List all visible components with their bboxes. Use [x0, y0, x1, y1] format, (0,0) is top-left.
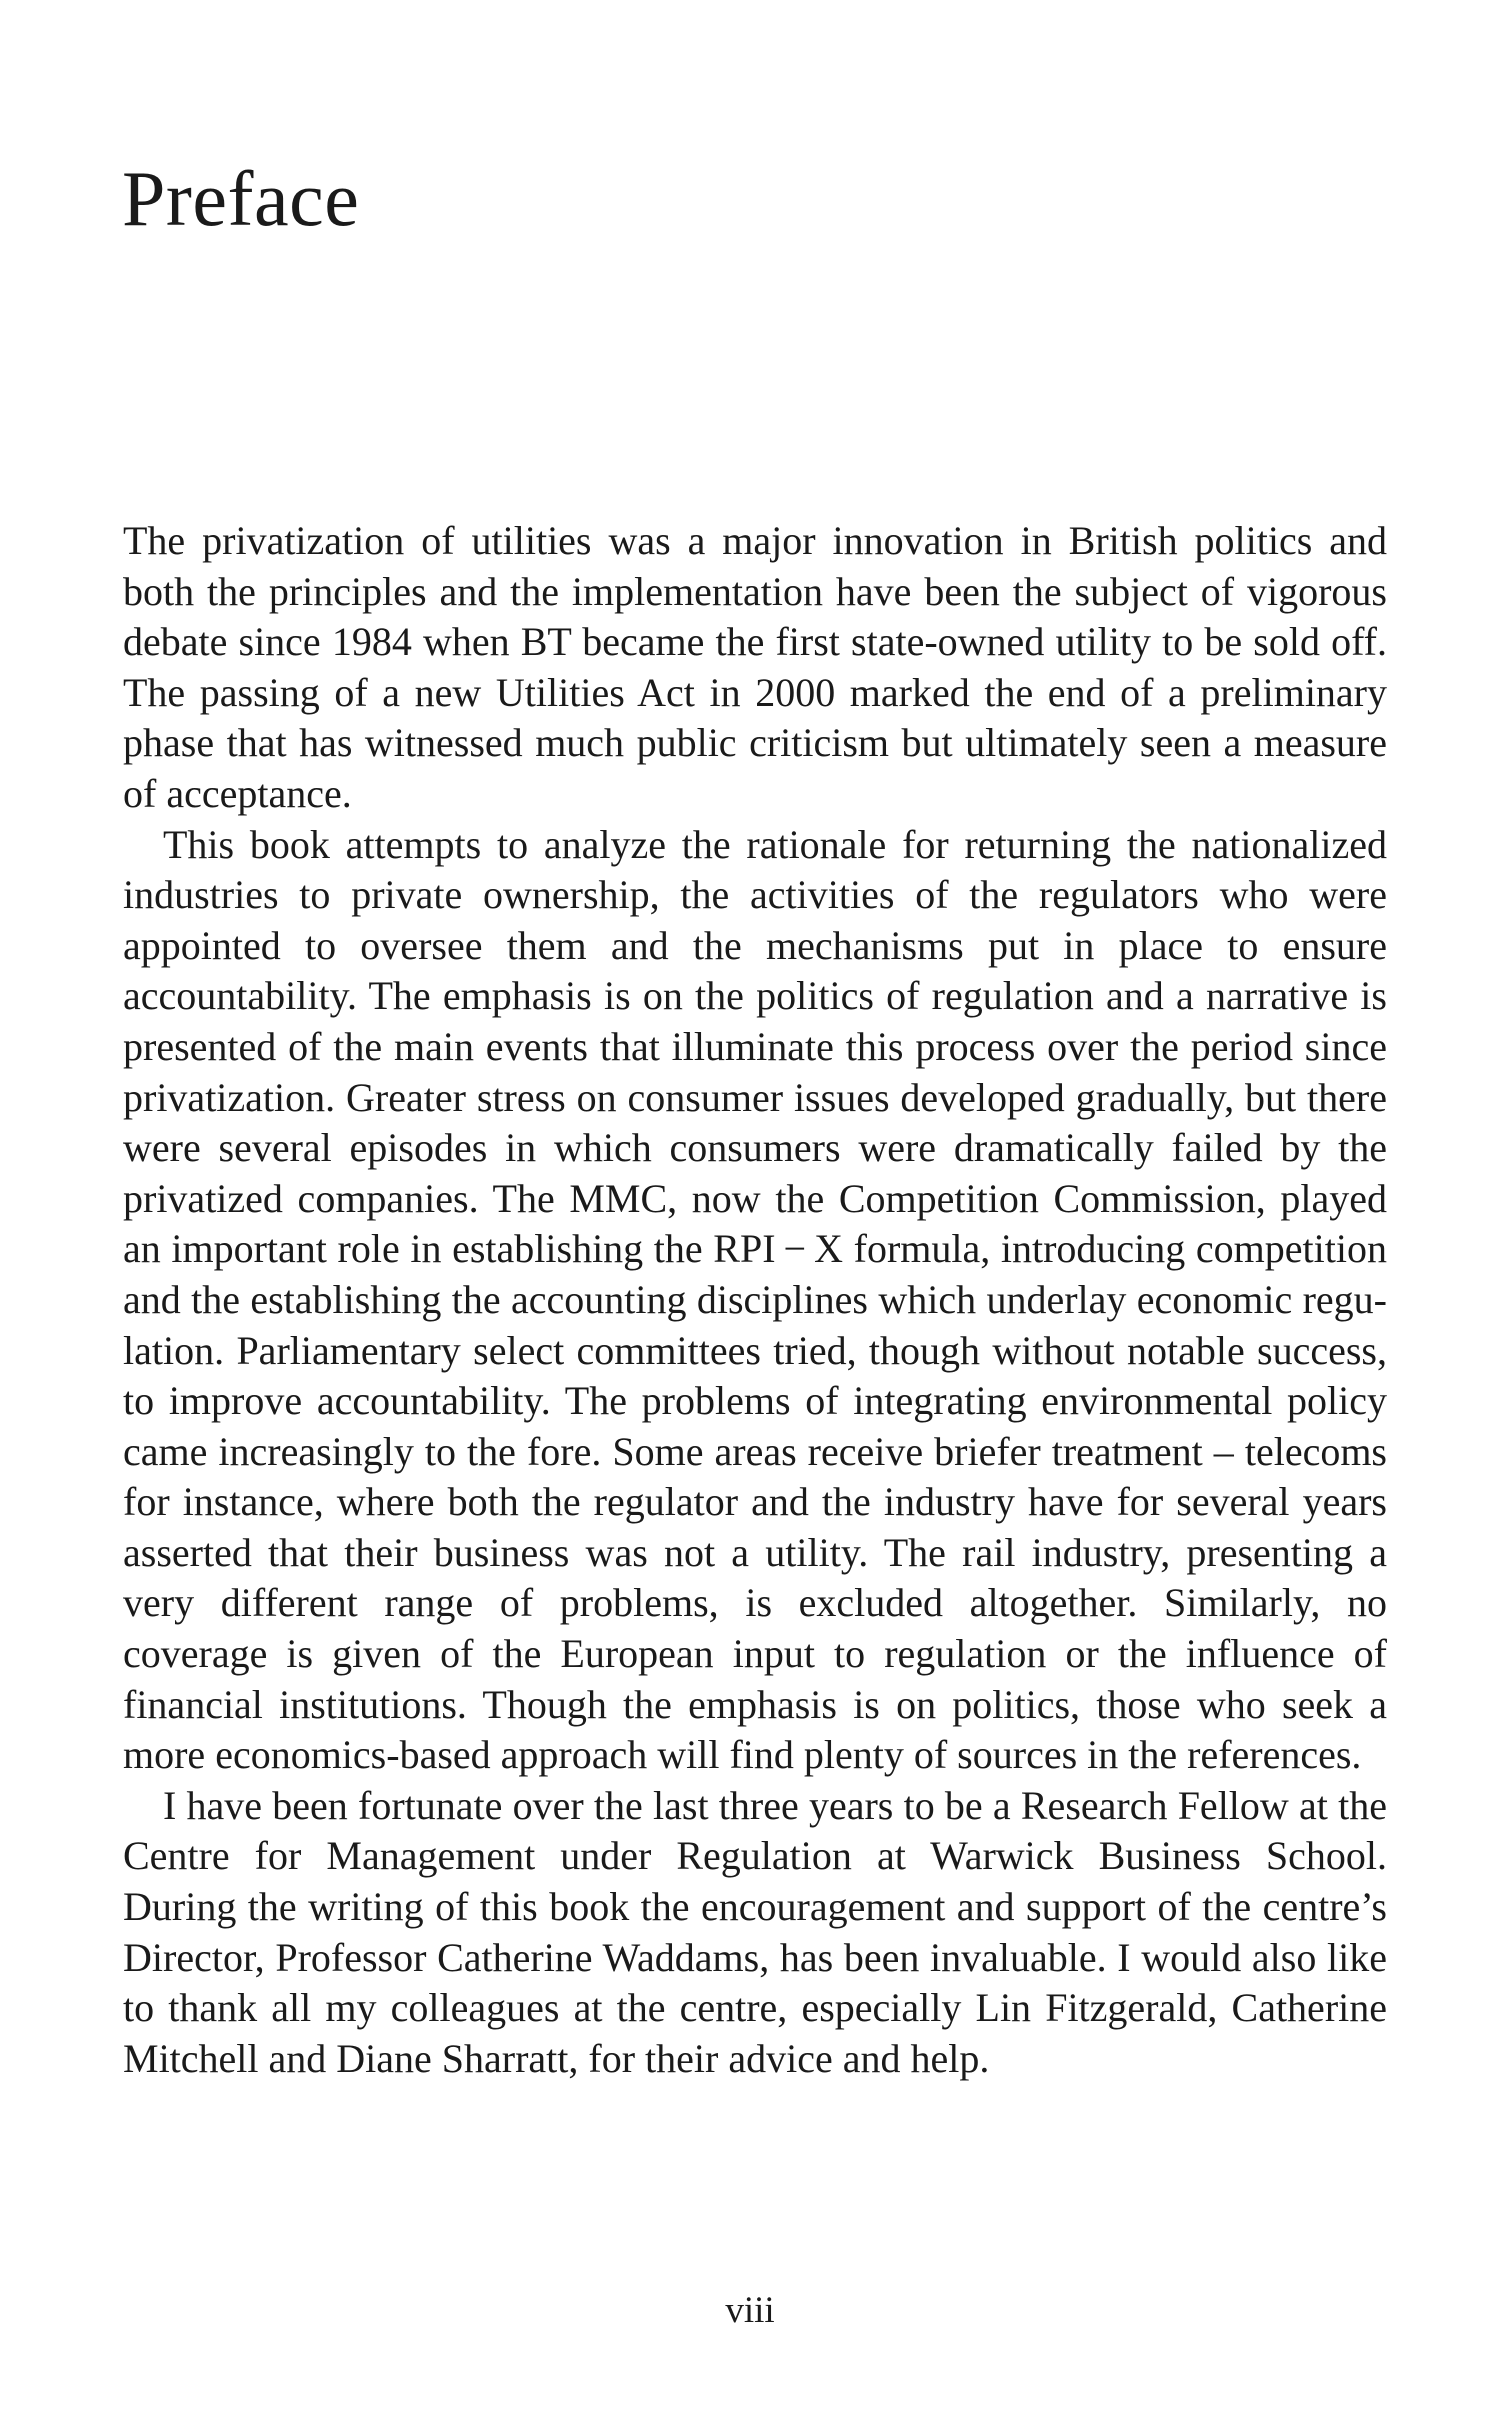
preface-body — [123, 516, 1387, 2084]
page-title: Preface — [122, 155, 360, 242]
page-number: viii — [725, 2290, 775, 2331]
paragraph-2: This book attempts to analyze the rationale for returning the nationalized industries to private ownership, the activities of the regulators who were appointed to oversee them and the mechanisms put in place to ensure accountability. The emphasis is on the politics of regulation and a narrative is presented of the main events that illuminate this process over the period since privatization. Greater stress on consumer issues developed gradually, but there were several episodes in which consumers were dramatically failed by the privatized companies. The MMC, now the Competition Commission, played an important role in establishing the RPI − X formula, introducing competition and the establishing the accounting disciplines which underlay economic regulation. Parliamentary select committees tried, though without notable success, to improve accountability. The problems of integrating environmental policy came increasingly to the fore. Some areas receive briefer treatment – telecoms for instance, where both the regulator and the industry have for several years asserted that their business was not a utility. The rail industry, presenting a very different range of problems, is excluded altogether. Similarly, no coverage is given of the European input to regulation or the influence of financial institutions. Though the emphasis is on politics, those who seek a more economics-based approach will find plenty of sources in the references. — [123, 821, 1387, 1778]
paragraph-3: I have been fortunate over the last three years to be a Research Fellow at the Centre for Management under Regulation at Warwick Business School. During the writing of this book the encouragement and support of the centre’s Director, Professor Catherine Waddams, has been invaluable. I would also like to thank all my colleagues at the centre, especially Lin Fitzgerald, Catherine Mitchell and Diane Sharratt, for their advice and help. — [123, 1782, 1387, 2081]
paragraph-1: The privatization of utilities was a major innovation in British politics and both the principles and the implementation have been the subject of vigorous debate since 1984 when BT became the first state-owned utility to be sold off. The passing of a new Utilities Act in 2000 marked the end of a preliminary phase that has witnessed much public criticism but ultimately seen a measure of acceptance. — [123, 518, 1387, 816]
